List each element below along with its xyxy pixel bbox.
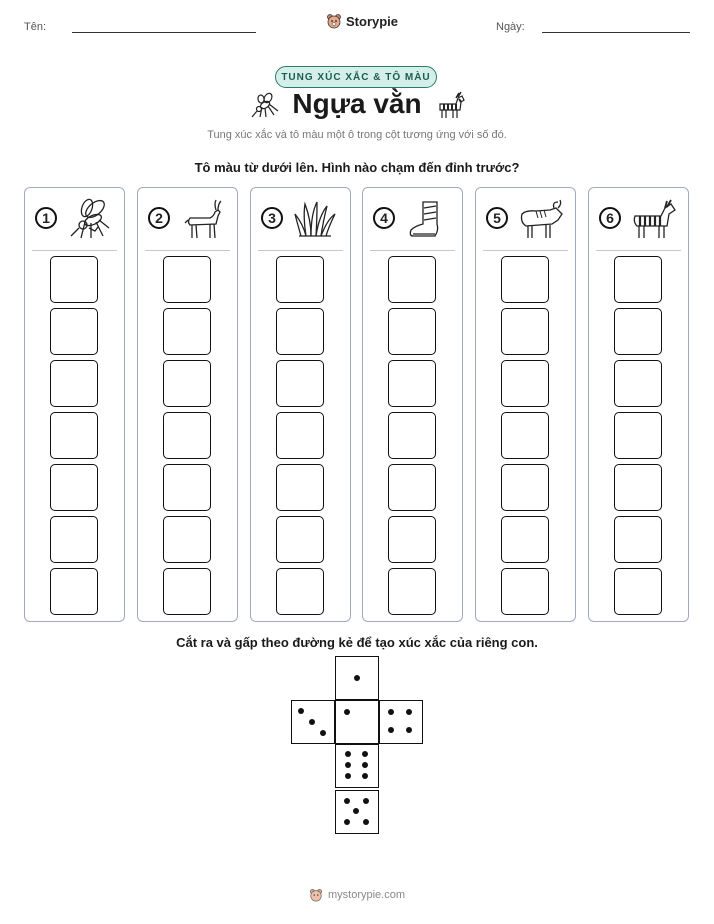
die-pip xyxy=(345,762,351,768)
column-divider xyxy=(145,250,230,251)
die-face-1 xyxy=(335,656,379,700)
bear-footer-icon xyxy=(309,888,323,902)
die-pip xyxy=(388,727,394,733)
color-box[interactable] xyxy=(501,568,549,615)
color-box[interactable] xyxy=(614,464,662,511)
color-box[interactable] xyxy=(163,464,211,511)
page-subtitle: Tung xúc xắc và tô màu một ô trong cột tương ứng với số đó. xyxy=(207,129,507,141)
color-box[interactable] xyxy=(50,308,98,355)
footer-site[interactable]: mystorypie.com xyxy=(327,889,406,901)
color-box[interactable] xyxy=(163,360,211,407)
die-pip xyxy=(362,773,368,779)
die-pip xyxy=(345,773,351,779)
zebra-icon xyxy=(629,198,679,240)
column-number: 3 xyxy=(261,207,283,229)
footer xyxy=(0,888,714,902)
die-pip xyxy=(344,819,350,825)
name-label: Tên: xyxy=(24,21,47,33)
color-box[interactable] xyxy=(276,516,324,563)
color-box[interactable] xyxy=(163,256,211,303)
color-box[interactable] xyxy=(501,464,549,511)
die-net xyxy=(290,656,425,836)
color-box[interactable] xyxy=(388,360,436,407)
color-box[interactable] xyxy=(50,516,98,563)
color-box[interactable] xyxy=(276,360,324,407)
color-box[interactable] xyxy=(388,464,436,511)
color-box[interactable] xyxy=(276,256,324,303)
die-pip xyxy=(309,719,315,725)
die-face-3 xyxy=(291,700,335,744)
column-number: 5 xyxy=(486,207,508,229)
die-pip xyxy=(362,762,368,768)
color-box[interactable] xyxy=(614,256,662,303)
color-box[interactable] xyxy=(614,308,662,355)
color-box[interactable] xyxy=(614,412,662,459)
column-divider xyxy=(370,250,455,251)
brand-logo xyxy=(326,13,398,29)
column-divider xyxy=(596,250,681,251)
color-box[interactable] xyxy=(163,516,211,563)
column-divider xyxy=(483,250,568,251)
color-box[interactable] xyxy=(163,308,211,355)
date-label: Ngày: xyxy=(496,21,525,33)
color-box[interactable] xyxy=(388,308,436,355)
color-box[interactable] xyxy=(50,360,98,407)
die-pip xyxy=(406,727,412,733)
die-face-4 xyxy=(379,700,423,744)
date-line[interactable] xyxy=(542,32,690,33)
color-box[interactable] xyxy=(163,412,211,459)
color-box[interactable] xyxy=(388,516,436,563)
activity-badge: TUNG XÚC XẮC & TÔ MÀU xyxy=(275,66,437,88)
column-divider xyxy=(258,250,343,251)
die-pip xyxy=(320,730,326,736)
wildebeest-icon xyxy=(516,198,566,240)
color-box[interactable] xyxy=(501,308,549,355)
die-pip xyxy=(362,751,368,757)
column-3 xyxy=(250,187,351,622)
cut-instruction: Cắt ra và gấp theo đường kẻ để tạo xúc xắc của riêng con. xyxy=(176,635,538,650)
die-pip xyxy=(345,751,351,757)
die-pip xyxy=(363,819,369,825)
hoof-icon xyxy=(403,198,453,240)
color-box[interactable] xyxy=(50,256,98,303)
column-6 xyxy=(588,187,689,622)
color-box[interactable] xyxy=(388,412,436,459)
zebra-title-icon xyxy=(434,90,466,120)
column-divider xyxy=(32,250,117,251)
column-number: 6 xyxy=(599,207,621,229)
color-box[interactable] xyxy=(501,256,549,303)
color-box[interactable] xyxy=(614,360,662,407)
color-box[interactable] xyxy=(50,412,98,459)
gazelle-icon xyxy=(178,198,228,240)
grass-icon xyxy=(291,198,341,240)
die-pip xyxy=(298,708,304,714)
column-5 xyxy=(475,187,576,622)
die-pip xyxy=(354,675,360,681)
mosquito-icon xyxy=(65,198,115,240)
bear-logo-icon xyxy=(326,13,342,29)
color-box[interactable] xyxy=(614,568,662,615)
color-box[interactable] xyxy=(276,308,324,355)
color-box[interactable] xyxy=(50,568,98,615)
color-box[interactable] xyxy=(388,568,436,615)
game-instruction: Tô màu từ dưới lên. Hình nào chạm đến đỉnh trước? xyxy=(194,160,520,175)
die-pip xyxy=(363,798,369,804)
brand-name: Storypie xyxy=(346,13,399,29)
column-2 xyxy=(137,187,238,622)
color-box[interactable] xyxy=(501,360,549,407)
die-pip xyxy=(353,808,359,814)
column-number: 1 xyxy=(35,207,57,229)
color-box[interactable] xyxy=(276,464,324,511)
die-pip xyxy=(344,709,350,715)
page-title: Ngựa vằn xyxy=(292,88,422,119)
column-number: 2 xyxy=(148,207,170,229)
color-box[interactable] xyxy=(501,412,549,459)
column-1 xyxy=(24,187,125,622)
color-box[interactable] xyxy=(388,256,436,303)
die-pip xyxy=(388,709,394,715)
name-line[interactable] xyxy=(72,32,256,33)
column-number: 4 xyxy=(373,207,395,229)
die-face-5 xyxy=(335,790,379,834)
color-box[interactable] xyxy=(276,568,324,615)
die-face-1-center xyxy=(335,700,379,744)
color-box[interactable] xyxy=(501,516,549,563)
die-pip xyxy=(406,709,412,715)
column-4 xyxy=(362,187,463,622)
color-box[interactable] xyxy=(50,464,98,511)
color-box[interactable] xyxy=(163,568,211,615)
die-face-6 xyxy=(335,744,379,788)
color-box[interactable] xyxy=(276,412,324,459)
color-box[interactable] xyxy=(614,516,662,563)
die-pip xyxy=(344,798,350,804)
